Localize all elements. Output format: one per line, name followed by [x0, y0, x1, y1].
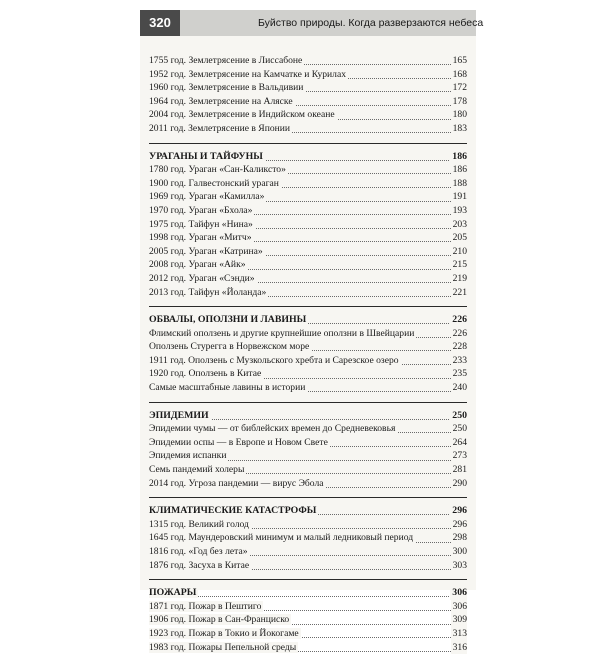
page-ref: 210	[452, 245, 467, 257]
entry-title: 1998 год. Ураган «Митч»	[149, 232, 252, 244]
toc-entry[interactable]	[149, 258, 467, 272]
page-ref: 226	[452, 314, 467, 326]
page-ref: 264	[452, 436, 467, 448]
section-heading[interactable]	[149, 150, 467, 164]
toc-entry[interactable]	[149, 108, 467, 122]
toc-entry[interactable]	[149, 81, 467, 95]
entry-title: Семь пандемий холеры	[149, 464, 245, 476]
entry-title: 2012 год. Ураган «Сэнди»	[149, 272, 255, 284]
page-ref: 290	[452, 477, 467, 489]
page-ref: 191	[452, 191, 467, 203]
page-ref: 235	[452, 368, 467, 380]
toc-entry[interactable]	[149, 218, 467, 232]
toc-entry[interactable]	[149, 272, 467, 286]
toc-entry[interactable]	[149, 327, 467, 341]
page-ref: 306	[452, 587, 467, 599]
page-ref: 193	[452, 204, 467, 216]
toc-entry[interactable]	[149, 531, 467, 545]
entry-title: 1816 год. «Год без лета»	[149, 546, 248, 557]
page-ref: 186	[452, 150, 467, 162]
page-ref: 233	[452, 354, 467, 366]
page-ref: 203	[452, 218, 467, 230]
toc-entry[interactable]	[149, 449, 467, 463]
page-ref: 221	[452, 286, 467, 298]
page-ref: 250	[452, 409, 467, 421]
toc-entry[interactable]	[149, 600, 467, 614]
toc-entry[interactable]	[149, 340, 467, 354]
toc-entry[interactable]	[149, 463, 467, 477]
section-divider	[149, 306, 467, 307]
entry-title: 1975 год. Тайфун «Нина»	[149, 218, 253, 230]
entry-title: Эпидемия испанки	[149, 450, 227, 462]
page-ref: 250	[452, 423, 467, 435]
toc-entry[interactable]	[149, 559, 467, 573]
page-ref: 226	[452, 327, 467, 339]
page-ref: 240	[452, 382, 467, 394]
toc-entry[interactable]	[149, 545, 467, 559]
page-ref: 298	[452, 532, 467, 544]
toc-entry[interactable]	[149, 231, 467, 245]
page-ref: 215	[452, 259, 467, 271]
toc-entry[interactable]	[149, 367, 467, 381]
entry-title: Флимский оползень и другие крупнейшие оползни в Швейцарии	[149, 327, 415, 339]
entry-title: 1900 год. Галвестонский ураган	[149, 177, 279, 189]
page-ref: 180	[452, 109, 467, 121]
entry-title: 2014 год. Угроза пандемии — вирус Эбола	[149, 477, 324, 489]
toc-entry[interactable]	[149, 286, 467, 300]
section-divider	[149, 579, 467, 580]
entry-title: 1911 год. Оползень с Музкольского хребта и Сарезское озеро	[149, 354, 399, 366]
toc-entry[interactable]	[149, 613, 467, 627]
section-title: ОБВАЛЫ, ОПОЛЗНИ И ЛАВИНЫ	[149, 314, 307, 326]
entry-title: 1780 год. Ураган «Сан-Каликсто»	[149, 164, 286, 176]
section-title: КЛИМАТИЧЕСКИЕ КАТАСТРОФЫ	[149, 505, 317, 517]
toc-entry[interactable]	[149, 54, 467, 68]
entry-title: 2005 год. Ураган «Катрина»	[149, 245, 263, 257]
toc-entry[interactable]	[149, 163, 467, 177]
entry-title: 1964 год. Землетрясение на Аляске	[149, 95, 293, 107]
section-title: УРАГАНЫ И ТАЙФУНЫ	[149, 150, 263, 162]
toc-entry[interactable]	[149, 477, 467, 491]
entry-title: 1871 год. Пожар в Пештиго	[149, 600, 262, 612]
entry-title: 1755 год. Землетрясение в Лиссабоне	[149, 55, 303, 66]
running-title: Буйство природы. Когда разверзаются небеса	[258, 17, 484, 29]
toc-entry[interactable]	[149, 245, 467, 259]
entry-title: Самые масштабные лавины в истории	[149, 382, 306, 394]
page-ref: 303	[452, 559, 467, 571]
toc-entry[interactable]	[149, 436, 467, 450]
page-ref: 306	[452, 600, 467, 612]
entry-title: 1969 год. Ураган «Камилла»	[149, 191, 265, 203]
page-header	[140, 10, 484, 36]
toc-entry[interactable]	[149, 68, 467, 82]
toc-entry[interactable]	[149, 204, 467, 218]
page-number: 320	[140, 10, 180, 36]
page-ref: 296	[452, 518, 467, 530]
page-ref: 168	[452, 68, 467, 80]
section-divider	[149, 497, 467, 498]
page-ref: 281	[452, 464, 467, 476]
page-ref: 183	[452, 122, 467, 134]
toc-entry[interactable]	[149, 627, 467, 641]
toc-entry[interactable]	[149, 518, 467, 532]
entry-title: 2013 год. Тайфун «Йоланда»	[149, 286, 267, 298]
toc-entry[interactable]	[149, 381, 467, 395]
toc-entry[interactable]	[149, 177, 467, 191]
toc-entry[interactable]	[149, 422, 467, 436]
section-title: ПОЖАРЫ	[149, 587, 197, 599]
section-heading[interactable]	[149, 313, 467, 327]
section-heading[interactable]	[149, 586, 467, 600]
page-ref: 273	[452, 450, 467, 462]
entry-title: 1920 год. Оползень в Китае	[149, 368, 262, 380]
page-ref: 309	[452, 614, 467, 626]
entry-title: 1645 год. Маундеровский минимум и малый ледниковый период	[149, 532, 414, 544]
entry-title: 1923 год. Пожар в Токио и Йокогаме	[149, 627, 299, 639]
entry-title: 1983 год. Пожары Пепельной среды	[149, 641, 297, 653]
page-ref: 316	[452, 641, 467, 653]
page-ref: 188	[452, 177, 467, 189]
section-title: ЭПИДЕМИИ	[149, 409, 209, 421]
page-ref: 228	[452, 341, 467, 353]
entry-title: 1960 год. Землетрясение в Вальдивии	[149, 82, 304, 94]
entry-title: 1970 год. Ураган «Бхола»	[149, 204, 253, 216]
entry-title: 1315 год. Великий голод	[149, 518, 249, 530]
entry-title: 2008 год. Ураган «Айк»	[149, 259, 246, 271]
entry-title: 1876 год. Засуха в Китае	[149, 559, 250, 571]
entry-title: 1952 год. Землетрясение на Камчатке и Курилах	[149, 68, 347, 80]
entry-title: 1906 год. Пожар в Сан-Франциско	[149, 614, 290, 626]
section-heading[interactable]	[149, 504, 467, 518]
page-ref: 186	[452, 164, 467, 176]
section-divider	[149, 143, 467, 144]
entry-title: 2004 год. Землетрясение в Индийском океане	[149, 109, 335, 121]
toc-entry[interactable]	[149, 95, 467, 109]
book-page	[140, 10, 484, 653]
page-ref: 178	[452, 95, 467, 107]
toc-entry[interactable]	[149, 122, 467, 136]
entry-title: Эпидемии оспы — в Европе и Новом Свете	[149, 436, 328, 448]
toc-entry[interactable]	[149, 190, 467, 204]
page-ref: 313	[452, 627, 467, 639]
section-divider	[149, 402, 467, 403]
toc-entry[interactable]	[149, 354, 467, 368]
entry-title: Оползень Стурегга в Норвежском море	[149, 341, 310, 353]
toc-entry[interactable]	[149, 641, 467, 654]
page-ref: 219	[452, 272, 467, 284]
page-ref: 296	[452, 505, 467, 517]
entry-title: Эпидемии чумы — от библейских времен до Средневековья	[149, 423, 396, 435]
table-of-contents	[140, 54, 476, 654]
entry-title: 2011 год. Землетрясение в Японии	[149, 122, 291, 134]
page-ref: 205	[452, 232, 467, 244]
page-ref: 300	[452, 546, 467, 557]
page-ref: 172	[452, 82, 467, 94]
page-ref: 165	[452, 55, 467, 66]
section-heading[interactable]	[149, 409, 467, 423]
